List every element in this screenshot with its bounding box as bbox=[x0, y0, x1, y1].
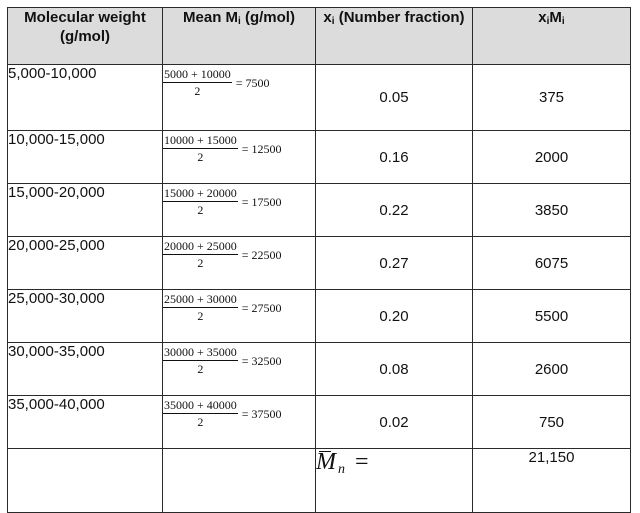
summary-row bbox=[8, 449, 631, 513]
mean-mi-result: = 32500 bbox=[241, 353, 282, 368]
number-fraction-value: 0.16 bbox=[316, 131, 473, 184]
xi-mi-value: 5500 bbox=[473, 290, 631, 343]
fraction-denominator: 2 bbox=[197, 415, 204, 429]
number-fraction-value: 0.27 bbox=[316, 237, 473, 290]
fraction-numerator: 5000 + 10000 bbox=[164, 67, 231, 81]
table-row bbox=[8, 396, 631, 449]
fraction-expression bbox=[163, 68, 270, 98]
header-mean-mi: Mean $M_i$ (g/mol) bbox=[163, 8, 316, 65]
fraction bbox=[163, 293, 238, 323]
number-average-value: 21,150 bbox=[473, 449, 631, 513]
number-fraction-value: 0.05 bbox=[316, 65, 473, 131]
header-xi-mi: $x_iM_i$ bbox=[473, 8, 631, 65]
fraction bbox=[163, 240, 238, 270]
number-fraction-value: 0.20 bbox=[316, 290, 473, 343]
molecular-weight-range: 15,000-20,000 bbox=[8, 184, 163, 237]
header-row bbox=[8, 8, 631, 65]
fraction-denominator: 2 bbox=[197, 150, 204, 164]
mean-mi-formula bbox=[163, 343, 316, 396]
fraction bbox=[163, 187, 238, 217]
table-row bbox=[8, 290, 631, 343]
molecular-weight-range: 10,000-15,000 bbox=[8, 131, 163, 184]
xi-mi-value: 3850 bbox=[473, 184, 631, 237]
fraction-expression bbox=[163, 187, 282, 217]
molecular-weight-range: 25,000-30,000 bbox=[8, 290, 163, 343]
fraction-numerator: 25000 + 30000 bbox=[164, 292, 237, 306]
xi-mi-value: 6075 bbox=[473, 237, 631, 290]
mean-mi-result: = 12500 bbox=[241, 141, 282, 156]
fraction bbox=[163, 68, 232, 98]
fraction-numerator: 10000 + 15000 bbox=[164, 133, 237, 147]
fraction-numerator: 20000 + 25000 bbox=[164, 239, 237, 253]
mean-mi-formula bbox=[163, 237, 316, 290]
number-average-label bbox=[316, 449, 473, 513]
fraction-denominator: 2 bbox=[197, 256, 204, 270]
summary-empty-cell bbox=[163, 449, 316, 513]
fraction-denominator: 2 bbox=[194, 84, 201, 98]
mean-mi-result: = 7500 bbox=[235, 75, 270, 90]
fraction-numerator: 35000 + 40000 bbox=[164, 398, 237, 412]
fraction-expression bbox=[163, 240, 282, 270]
xi-mi-value: 2000 bbox=[473, 131, 631, 184]
fraction-expression bbox=[163, 293, 282, 323]
mean-mi-formula bbox=[163, 290, 316, 343]
fraction-numerator: 15000 + 20000 bbox=[164, 186, 237, 200]
fraction-denominator: 2 bbox=[197, 309, 204, 323]
molecular-weight-range: 35,000-40,000 bbox=[8, 396, 163, 449]
overbar bbox=[319, 451, 331, 452]
mn-symbol: M $_n$ = bbox=[316, 449, 369, 477]
header-number-fraction: $x_i$ (Number fraction) bbox=[316, 8, 473, 65]
header-molecular-weight: Molecular weight (g/mol) bbox=[8, 8, 163, 65]
mean-mi-formula bbox=[163, 184, 316, 237]
number-fraction-value: 0.02 bbox=[316, 396, 473, 449]
xi-mi-value: 2600 bbox=[473, 343, 631, 396]
number-fraction-value: 0.08 bbox=[316, 343, 473, 396]
mean-mi-formula bbox=[163, 131, 316, 184]
fraction-denominator: 2 bbox=[197, 362, 204, 376]
table-row bbox=[8, 237, 631, 290]
fraction-expression bbox=[163, 399, 282, 429]
xi-mi-value: 375 bbox=[473, 65, 631, 131]
table-row bbox=[8, 65, 631, 131]
fraction-denominator: 2 bbox=[197, 203, 204, 217]
number-fraction-value: 0.22 bbox=[316, 184, 473, 237]
table-row bbox=[8, 343, 631, 396]
fraction-expression bbox=[163, 346, 282, 376]
xi-mi-value: 750 bbox=[473, 396, 631, 449]
mean-mi-formula bbox=[163, 396, 316, 449]
molecular-weight-range: 30,000-35,000 bbox=[8, 343, 163, 396]
fraction bbox=[163, 134, 238, 164]
mean-mi-result: = 22500 bbox=[241, 247, 282, 262]
mean-mi-result: = 37500 bbox=[241, 406, 282, 421]
mean-mi-result: = 27500 bbox=[241, 300, 282, 315]
molecular-weight-table bbox=[7, 7, 631, 513]
fraction bbox=[163, 399, 238, 429]
fraction bbox=[163, 346, 238, 376]
fraction-expression bbox=[163, 134, 282, 164]
mean-mi-formula bbox=[163, 65, 316, 131]
table-row bbox=[8, 184, 631, 237]
summary-empty-cell bbox=[8, 449, 163, 513]
table-row bbox=[8, 131, 631, 184]
molecular-weight-range: 5,000-10,000 bbox=[8, 65, 163, 131]
molecular-weight-range: 20,000-25,000 bbox=[8, 237, 163, 290]
mean-mi-result: = 17500 bbox=[241, 194, 282, 209]
fraction-numerator: 30000 + 35000 bbox=[164, 345, 237, 359]
